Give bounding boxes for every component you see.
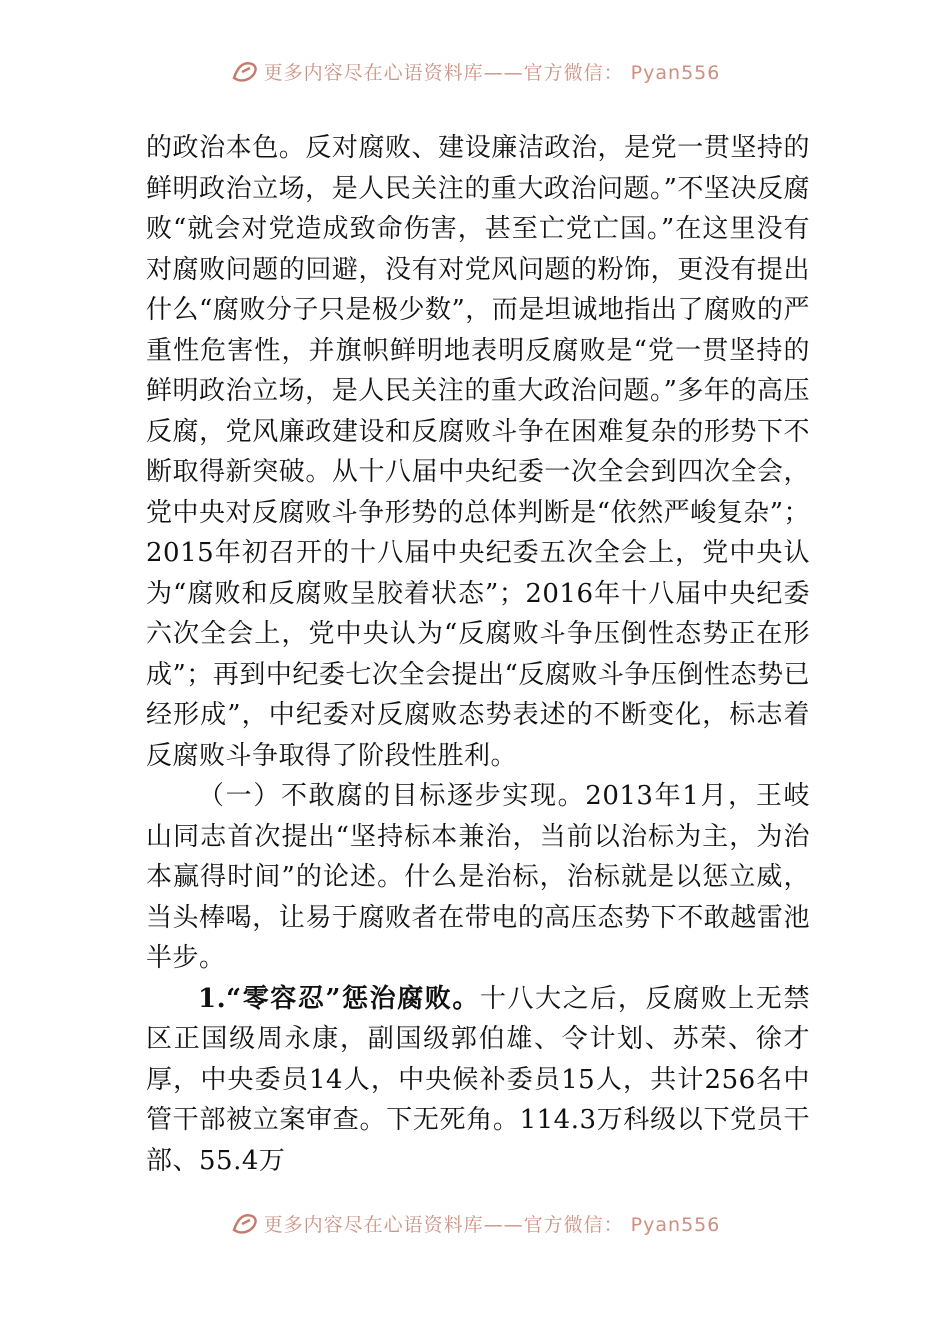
logo-icon [230,1210,260,1236]
document-body [146,128,810,1181]
watermark-banner-bottom [0,1210,950,1236]
paragraph-text: 十八大之后，反腐败上无禁区正国级周永康，副国级郭伯雄、令计划、苏荣、徐才厚，中央委员14人，中央候补委员15人，共计256名中管干部被立案审查。下无死角。114.3万科级以下党员干部、55.4万 [146,983,810,1176]
paragraph [146,979,810,1182]
watermark-text: 更多内容尽在心语资料库——官方微信： Pyan556 [263,1213,721,1236]
section-heading: 1.“零容忍”惩治腐败。 [198,983,480,1014]
logo-icon [230,58,260,84]
watermark-text: 更多内容尽在心语资料库——官方微信： Pyan556 [263,61,721,84]
watermark-banner-top [0,58,950,84]
paragraph: （一）不敢腐的目标逐步实现。2013年1月，王岐山同志首次提出“坚持标本兼治，当前以治标为主，为治本赢得时间”的论述。什么是治标，治标就是以惩立威，当头棒喝，让易于腐败者在带电的高压态势下不敢越雷池半步。 [146,781,810,973]
paragraph: 的政治本色。反对腐败、建设廉洁政治，是党一贯坚持的鲜明政治立场，是人民关注的重大政治问题。”不坚决反腐败“就会对党造成致命伤害，甚至亡党亡国。”在这里没有对腐败问题的回避，没有对党风问题的粉饰，更没有提出什么“腐败分子只是极少数”，而是坦诚地指出了腐败的严重性危害性，并旗帜鲜明地表明反腐败是“党一贯坚持的鲜明政治立场，是人民关注的重大政治问题。”多年的高压反腐，党风廉政建设和反腐败斗争在困难复杂的形势下不断取得新突破。从十八届中央纪委一次全会到四次全会，党中央对反腐败斗争形势的总体判断是“依然严峻复杂”；2015年初召开的十八届中央纪委五次全会上，党中央认为“腐败和反腐败呈胶着状态”；2016年十八届中央纪委六次全会上，党中央认为“反腐败斗争压倒性态势正在形成”；再到中纪委七次全会提出“反腐败斗争压倒性态势已经形成”，中纪委对反腐败态势表述的不断变化，标志着反腐败斗争取得了阶段性胜利。 [146,133,810,771]
